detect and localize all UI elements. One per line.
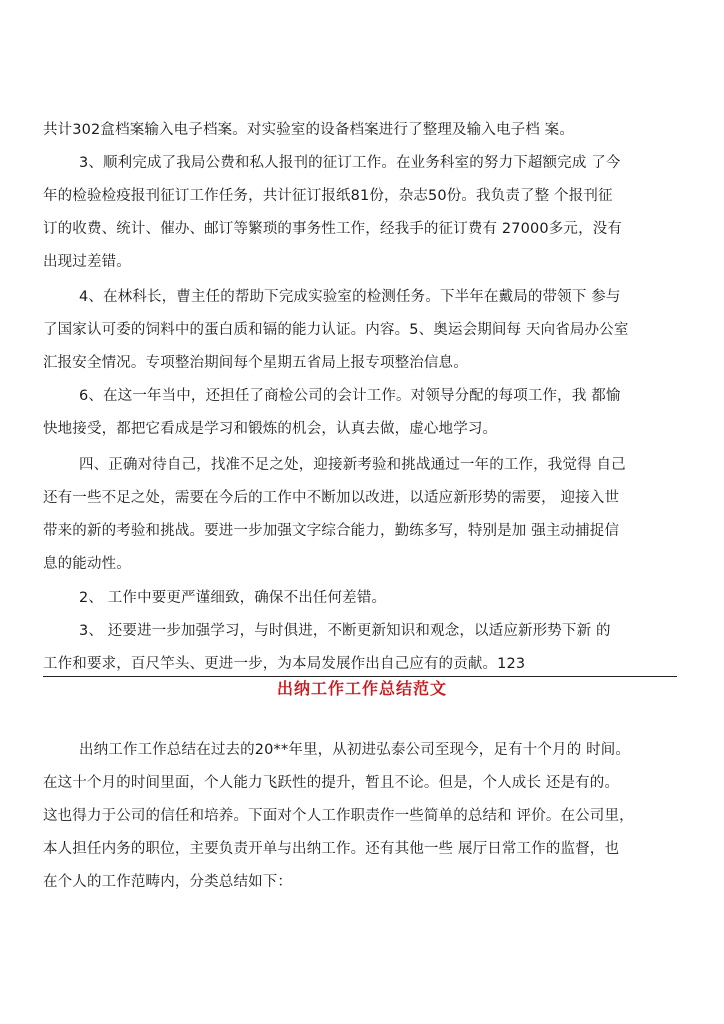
- paragraph-line: 在个人的工作范畴内，分类总结如下：: [43, 874, 293, 890]
- paragraph-line: 四、正确对待自己，找准不足之处，迎接新考验和挑战通过一年的工作，我觉得 自己: [79, 457, 626, 473]
- paragraph-line: 2、 工作中要更严谨细致，确保不出任何差错。: [79, 590, 387, 606]
- paragraph-line: 出纳工作工作总结在过去的20**年里，从初进弘泰公司至现今，足有十个月的 时间。: [79, 742, 631, 758]
- paragraph-line: 3、顺利完成了我局公费和私人报刊的征订工作。在业务科室的努力下超额完成 了今: [79, 155, 621, 171]
- paragraph-line: 4、在林科长，曹主任的帮助下完成实验室的检测任务。下半年在戴局的带领下 参与: [79, 289, 621, 305]
- paragraph-line: 在这十个月的时间里面，个人能力飞跃性的提升，暂且不论。但是，个人成长 还是有的。: [43, 775, 620, 791]
- paragraph-line: 出现过差错。: [43, 254, 131, 270]
- paragraph-line: 带来的新的考验和挑战。要进一步加强文字综合能力，勤练多写，特别是加 强主动捕捉信: [43, 523, 620, 539]
- paragraph-line: 年的检验检疫报刊征订工作任务，共计征订报纸81份，杂志50份。我负责了整 个报刊征: [43, 188, 613, 204]
- paragraph-line: 6、在这一年当中，还担任了商检公司的会计工作。对领导分配的每项工作，我 都愉: [79, 388, 621, 404]
- paragraph-line: 工作和要求，百尺竿头、更进一步，为本局发展作出自己应有的贡献。123: [43, 656, 526, 672]
- paragraph-line: 快地接受，都把它看成是学习和锻炼的机会，认真去做，虚心地学习。: [43, 421, 498, 437]
- paragraph-line: 订的收费、统计、催办、邮订等繁琐的事务性工作，经我手的征订费有 27000多元，没有: [43, 221, 623, 237]
- document-title: 出纳工作工作总结范文: [276, 679, 447, 698]
- section-divider: [43, 676, 677, 677]
- paragraph-line: 还有一些不足之处，需要在今后的工作中不断加以改进，以适应新形势的需要， 迎接入世: [43, 490, 620, 506]
- paragraph-line: 息的能动性。: [43, 556, 131, 572]
- paragraph-line: 3、 还要进一步加强学习，与时俱进，不断更新知识和观念，以适应新形势下新 的: [79, 623, 611, 639]
- paragraph-line: 这也得力于公司的信任和培养。下面对个人工作职责作一些简单的总结和 评价。在公司里，: [43, 808, 634, 824]
- paragraph-line: 本人担任内务的职位，主要负责开单与出纳工作。还有其他一些 展厅日常工作的监督，也: [43, 841, 620, 857]
- paragraph-line: 汇报安全情况。专项整治期间每个星期五省局上报专项整治信息。: [43, 355, 468, 371]
- paragraph-line: 了国家认可委的饲料中的蛋白质和镉的能力认证。内容。5、奥运会期间每 天向省局办公室: [43, 322, 629, 338]
- paragraph-line: 共计302盒档案输入电子档案。对实验室的设备档案进行了整理及输入电子档 案。: [43, 122, 574, 138]
